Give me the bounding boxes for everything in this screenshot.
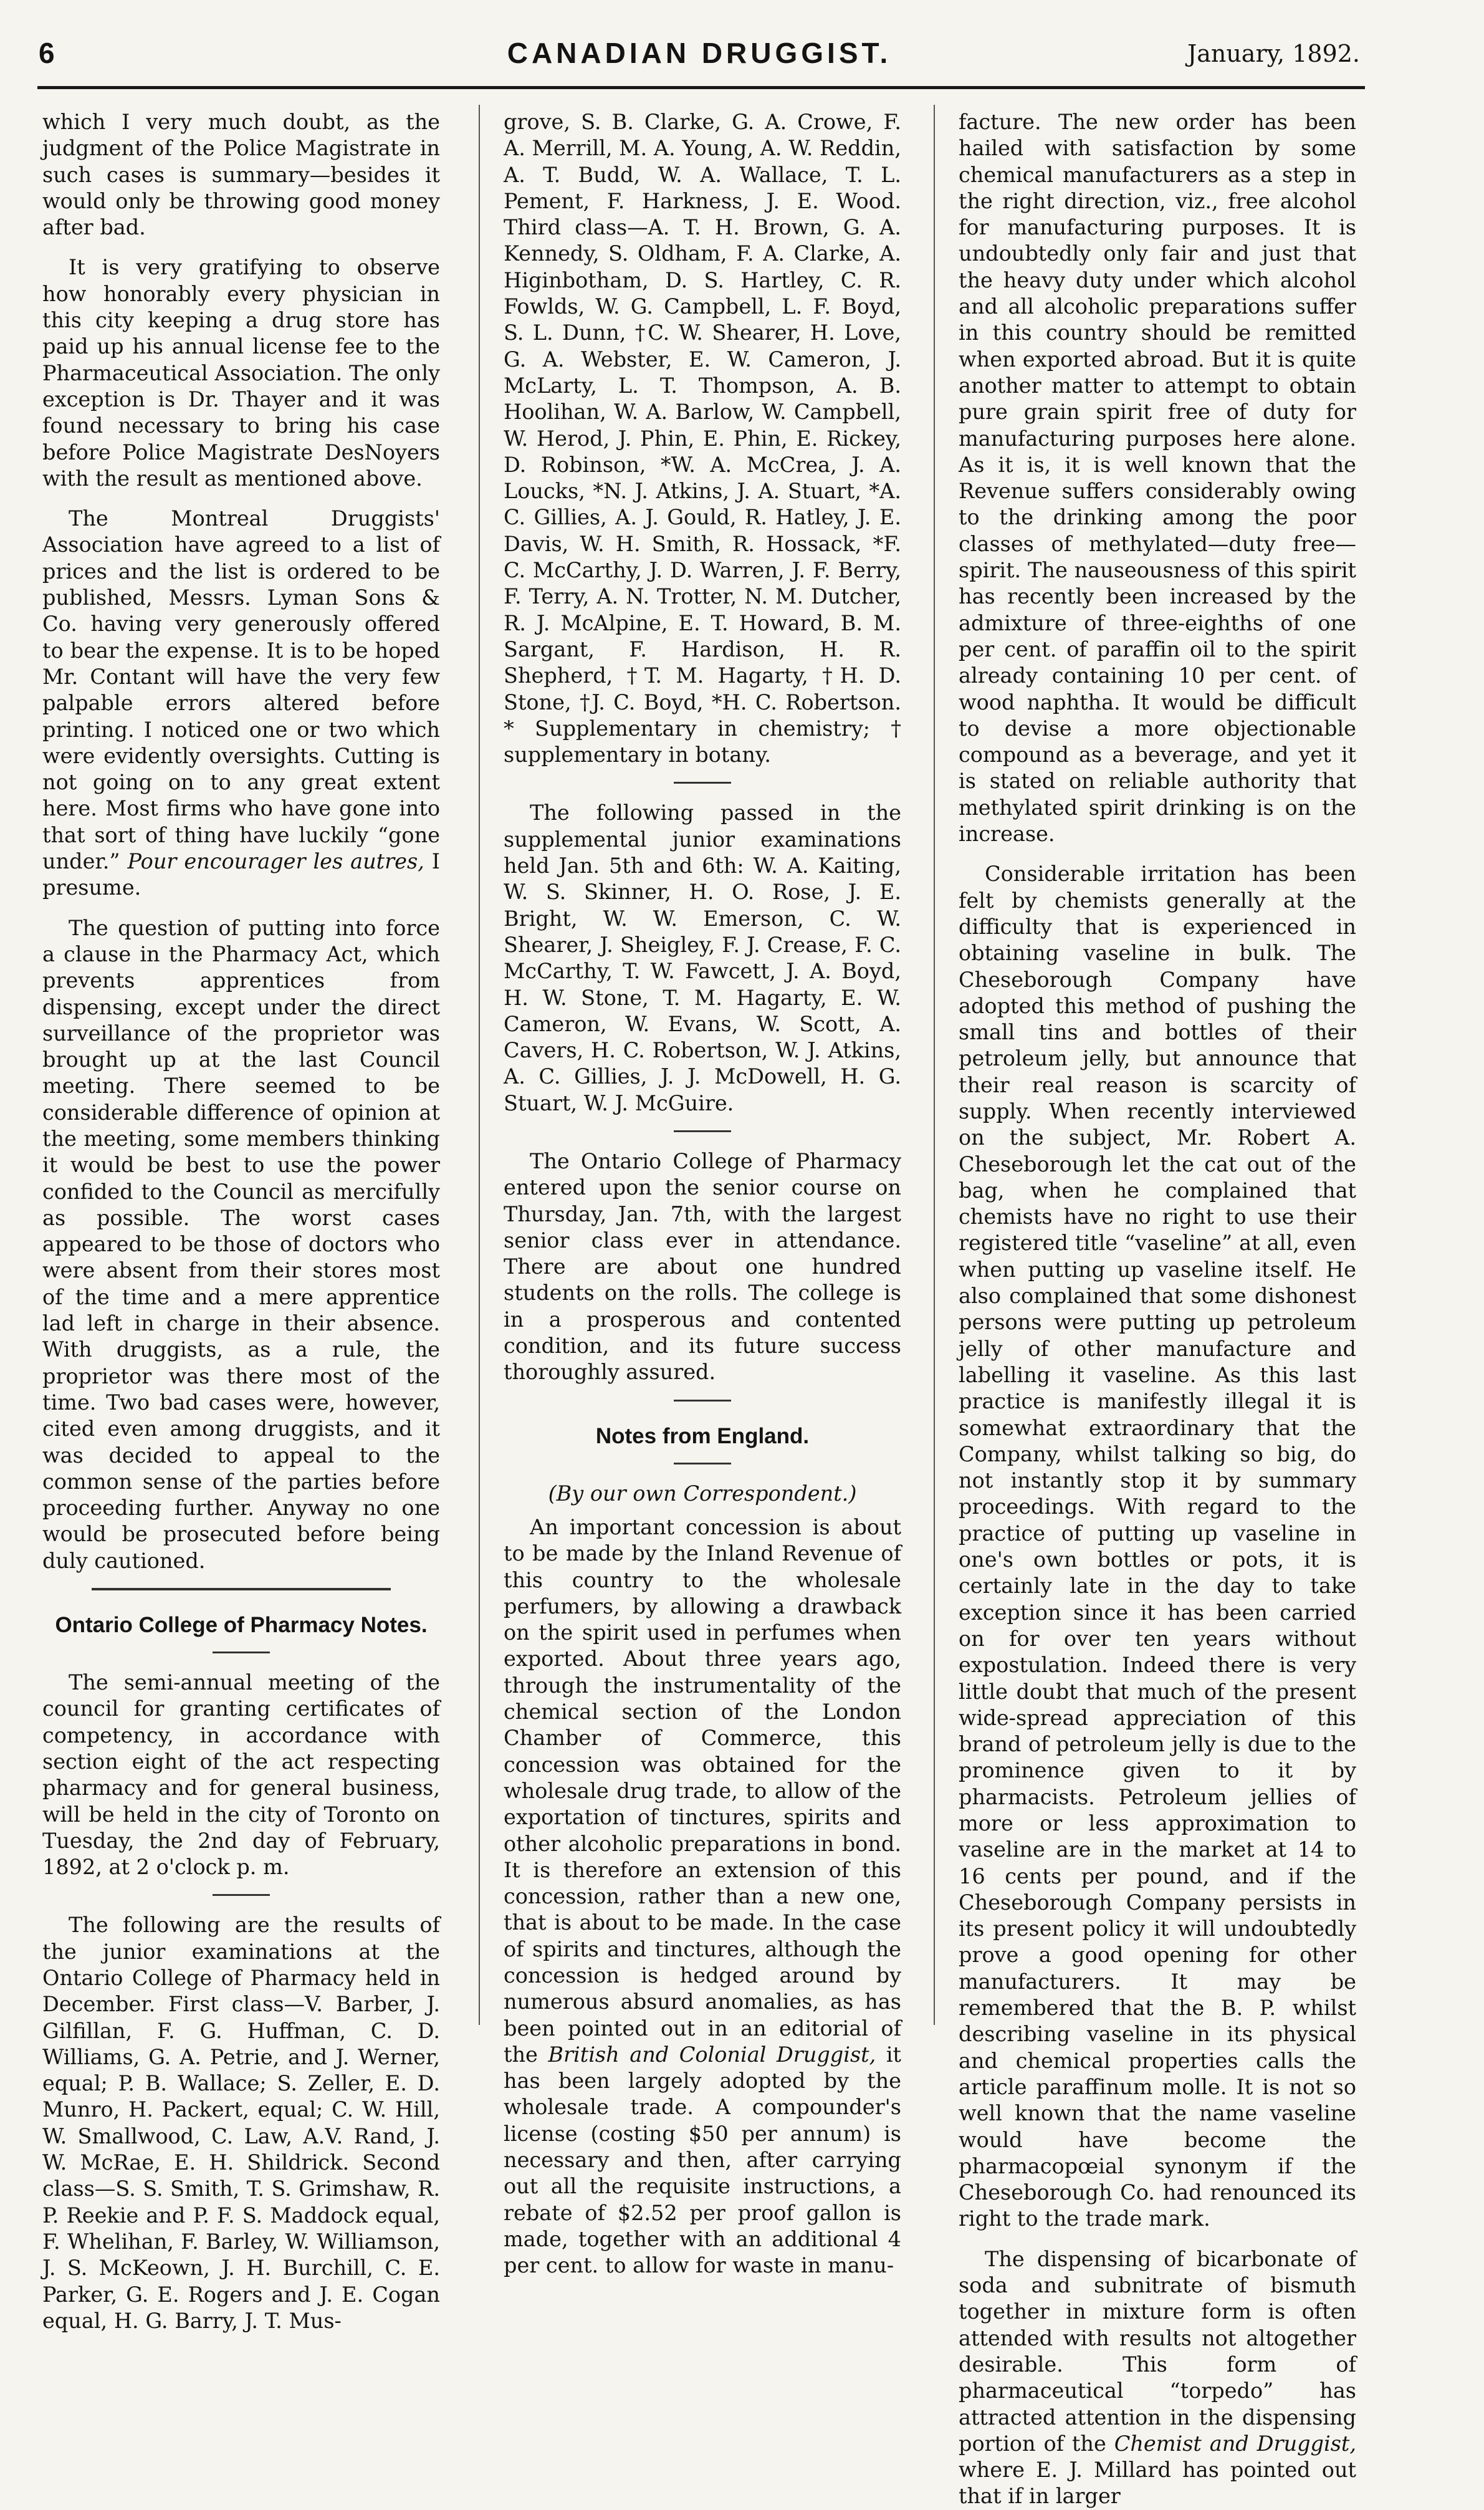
short-rule [674, 1130, 731, 1132]
paragraph: Considerable irritation has been felt by chemists generally at the difficulty that is experienced in obtaining vaseline in bulk. The Cheseborough Company have adopted this method of pushing the small tins and bottles of their petroleum jelly, but announce that their real reason is scarcity of supply. When recently interviewed on the subject, Mr. Robert A. Cheseborough let the cat out of the bag, when he complained that chemists have no right to use their registered title “vaseline” at all, even when putting up vaseline itself. He also complained that some dishonest persons were putting up petroleum jelly of other manufacture and labelling it vaseline. As this last practice is manifestly illegal it is somewhat extraordinary that the Company, whilst talking so big, do not instantly stop it by summary proceedings. With regard to the practice of putting up vaseline in one's own bottles or pots, it is certainly late in the day to take exception since it has been carried on for over ten years without expostulation. Indeed there is very little doubt that much of the present wide-spread appreciation of this brand of petroleum jelly is due to the prominence given to it by pharmacists. Petroleum jellies of more or less approximation to vaseline are in the market at 14 to 16 cents per pound, and if the Cheseborough Company persists in its present policy it will undoubtedly prove a good opening for other manufacturers. It may be remembered that the B. P. whilst describing vaseline in its physical and chemical properties calls the article paraffinum molle. It is not so well known that the name vaseline would have become the pharmacopœial synonym if the Cheseborough Co. had renounced its right to the trade mark. [959, 862, 1356, 2231]
text-run: where E. J. Millard has pointed out that if in larger [959, 2458, 1356, 2509]
italic-text: British and Colonial Druggist, [548, 2042, 876, 2067]
short-rule [674, 782, 731, 784]
short-rule [213, 1652, 270, 1653]
column-divider [934, 105, 935, 2025]
section-rule [92, 1588, 391, 1590]
column-3 [959, 109, 1356, 2509]
paragraph [42, 506, 440, 901]
column-1 [42, 109, 440, 2333]
paragraph: grove, S. B. Clarke, G. A. Crowe, F. A. Merrill, M. A. Young, A. W. Reddin, A. T. Budd, W. A. Wallace, T. L. Pement, F. Harkness, J. E. Wood. Third class—A. T. H. Brown, G. A. Kennedy, S. Oldham, F. A. Clarke, A. Higinbotham, D. S. Hartley, C. R. Fowlds, W. G. Campbell, L. F. Boyd, S. L. Dunn, †C. W. Shearer, H. Love, G. A. Webster, E. W. Cameron, J. McLarty, L. T. Thompson, A. B. Hoolihan, W. A. Barlow, W. Campbell, W. Herod, J. Phin, E. Phin, E. Rickey, D. Robinson, *W. A. McCrea, J. A. Loucks, *N. J. Atkins, J. A. Stuart, *A. C. Gillies, A. J. Gould, R. Hatley, J. E. Davis, W. H. Smith, R. Hossack, *F. C. McCarthy, J. D. Warren, J. F. Berry, F. Terry, A. N. Trotter, N. M. Dutcher, R. J. McAlpine, E. T. Howard, B. M. Sargant, F. Hardison, H. R. Shepherd, †T. M. Hagarty, †H. D. Stone, †J. C. Boyd, *H. C. Robertson. * Supplementary in chemistry; † supplementary in botany. [504, 110, 901, 767]
issue-date: January, 1892. [1187, 40, 1360, 67]
paragraph: The following are the results of the junior examinations at the Ontario College of Pharmacy held in December. First class—V. Barber, J. Gilfillan, F. G. Huffman, C. D. Williams, G. A. Petrie, and J. Werner, equal; P. B. Wallace; S. Zeller, E. D. Munro, H. Packert, equal; C. W. Hill, W. Smallwood, C. Law, A.V. Rand, J. W. McRae, E. H. Shildrick. Second class—S. S. Smith, T. S. Grimshaw, R. P. Reekie and P. F. S. Maddock equal, F. Whelihan, F. Barley, W. Williamson, J. S. McKeown, J. H. Burchill, C. E. Parker, G. E. Rogers and J. E. Cogan equal, H. G. Barry, J. T. Mus- [42, 1913, 440, 2333]
page-number: 6 [39, 37, 55, 69]
paragraph: The following passed in the supplemental junior examinations held Jan. 5th and 6th: W. A. Kaiting, W. S. Skinner, H. O. Rose, J. E. Bright, W. W. Emerson, C. W. Shearer, J. Sheigley, F. J. Crease, F. C. McCarthy, T. W. Fawcett, J. A. Boyd, H. W. Stone, T. M. Hagarty, E. W. Cameron, W. Evans, W. Scott, A. Cavers, H. C. Robertson, W. J. Atkins, A. C. Gillies, J. J. McDowell, H. G. Stuart, W. J. McGuire. [504, 801, 901, 1115]
paragraph: facture. The new order has been hailed with satisfaction by some chemical manufacturers as a step in the right direction, viz., free alcohol for manufacturing purposes. It is undoubtedly only fair and just that the heavy duty under which alcohol and all alcoholic preparations suffer in this country should be remitted when exported abroad. But it is quite another matter to attempt to obtain pure grain spirit free of duty for manufacturing purposes here alone. As it is, it is well known that the Revenue suffers considerably owing to the drinking among the poor classes of methylated—duty free—spirit. The nauseousness of this spirit has recently been increased by the admixture of three-eighths of one per cent. of paraffin oil to the spirit already containing 10 per cent. of wood naphtha. It would be difficult to devise a more objectionable compound as a beverage, and yet it is stated on reliable authority that methylated spirit drinking is on the increase. [959, 110, 1356, 847]
text-run: I presume. [42, 849, 440, 900]
column-2 [504, 109, 901, 2278]
paragraph [959, 2246, 1356, 2510]
paragraph: which I very much doubt, as the judgment of the Police Magistrate in such cases is summary—besides it would only be throwing good money after bad. [42, 110, 440, 240]
paragraph [504, 1514, 901, 2279]
header-rule [37, 86, 1365, 89]
text-run: The dispensing of bicarbonate of soda and subnitrate of bismuth together in mixture form is often attended with results not altogether desirable. This form of pharmaceutical “torpedo” has attracted attention in the dispensing portion of the [959, 2246, 1356, 2456]
page-header [39, 36, 1360, 80]
text-run: The Montreal Druggists' Association have agreed to a list of prices and the list is ordered to be published, Messrs. Lyman Sons & Co. having very generously offered to bear the expense. It is to be hoped Mr. Contant will have the very few palpable errors altered before printing. I noticed one or two which were evidently oversights. Cutting is not going on to any great extent here. Most firms who have gone into that sort of thing have luckily “gone under.” [42, 506, 440, 874]
short-rule [674, 1463, 731, 1464]
section-heading: Notes from England. [595, 1423, 810, 1448]
text-run: An important concession is about to be made by the Inland Revenue of this country to the wholesale perfumers, by allowing a drawback on the spirit used in perfumes when exported. About three years ago, through the instrumentality of the chemical section of the London Chamber of Commerce, this concession was obtained for the wholesale drug trade, to allow of the exportation of tinctures, spirits and other alcoholic preparations in bond. It is therefore an extension of this concession, rather than a new one, that is about to be made. In the case of spirits and tinctures, although the concession is hedged around by numerous absurd anomalies, as has been pointed out in an editorial of the [504, 1514, 901, 2067]
paragraph: The semi-annual meeting of the council for granting certificates of competency, in accordance with section eight of the act respecting pharmacy and for general business, will be held in the city of Toronto on Tuesday, the 2nd day of February, 1892, at 2 o'clock p. m. [42, 1670, 440, 1880]
paragraph: It is very gratifying to observe how honorably every physician in this city keeping a drug store has paid up his annual license fee to the Pharmaceutical Association. The only exception is Dr. Thayer and it was found necessary to bring his case before Police Magistrate DesNoyers with the result as mentioned above. [42, 255, 440, 491]
italic-text: Chemist and Druggist, [1114, 2431, 1356, 2456]
column-divider [479, 105, 480, 2025]
publication-title: CANADIAN DRUGGIST. [507, 37, 892, 69]
paragraph: The Ontario College of Pharmacy entered upon the senior course on Thursday, Jan. 7th, with the largest senior class ever in attendance. There are about one hundred students on the rolls. The college is in a prosperous and contented condition, and its future success thoroughly assured. [504, 1148, 901, 1385]
paragraph: The question of putting into force a clause in the Pharmacy Act, which prevents apprentices from dispensing, except under the direct surveillance of the proprietor was brought up at the last Council meeting. There seemed to be considerable difference of opinion at the meeting, some members thinking it would be best to use the power confided to the Council as mercifully as possible. The worst cases appeared to be those of doctors who were absent from their stores most of the time and a mere apprentice lad left in charge in their absence. With druggists, as a rule, the proprietor was there most of the time. Two bad cases were, however, cited even among druggists, and it was decided to appeal to the common sense of the parties before proceeding further. Anyway no one would be prosecuted before being duly cautioned. [42, 915, 440, 1573]
italic-text: Pour encourager les autres, [127, 849, 424, 874]
short-rule [213, 1894, 270, 1896]
byline: (By our own Correspondent.) [548, 1481, 857, 1506]
short-rule [674, 1400, 731, 1402]
section-heading: Ontario College of Pharmacy Notes. [55, 1613, 428, 1638]
text-run: it has been largely adopted by the wholesale trade. A compounder's license (costing $50 per annum) is necessary and then, after carrying out all the requisite instructions, a rebate of $2.52 per proof gallon is made, together with an additional 4 per cent. to allow for waste in manu- [504, 2042, 901, 2278]
